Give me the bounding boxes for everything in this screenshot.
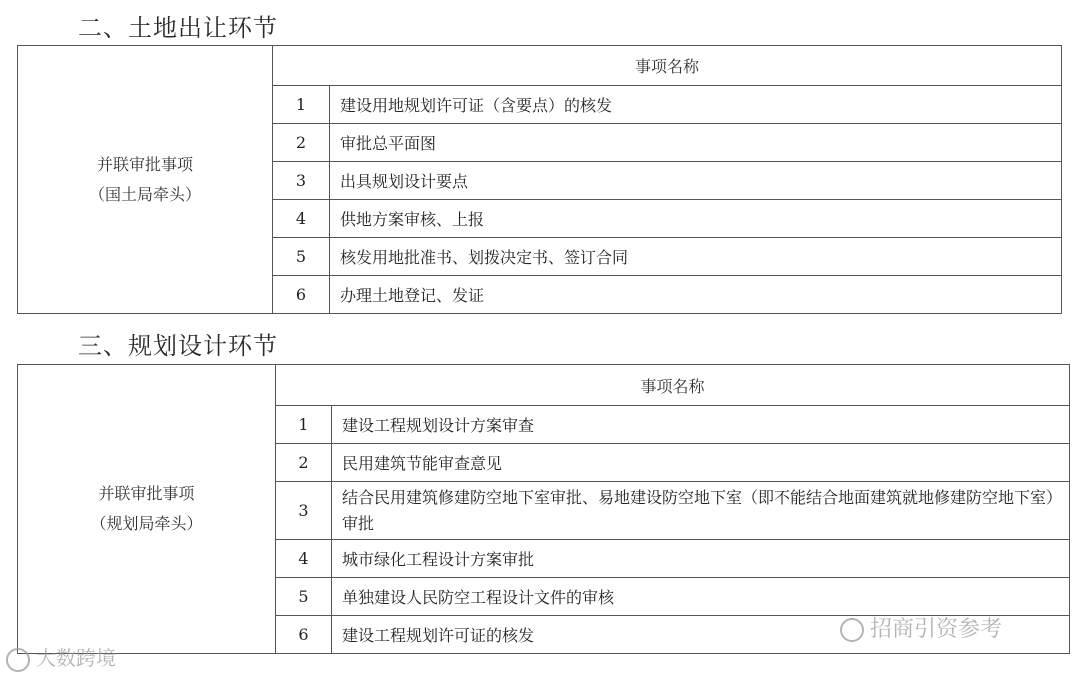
group-label: 并联审批事项 [96, 154, 193, 174]
column-header: 事项名称 [273, 46, 1062, 86]
row-item: 办理土地登记、发证 [330, 276, 1062, 314]
row-number: 6 [276, 616, 332, 654]
row-number: 1 [276, 406, 332, 444]
group-sub: （规划局牵头） [90, 514, 203, 533]
row-number: 4 [273, 200, 330, 238]
section3-table [17, 364, 1070, 654]
row-number: 5 [273, 238, 330, 276]
group-cell [18, 46, 273, 314]
group-sub: （国土局牵头） [88, 184, 201, 204]
row-item: 城市绿化工程设计方案审批 [332, 540, 1070, 578]
brand-icon [6, 648, 30, 672]
row-number: 4 [276, 540, 332, 578]
row-number: 6 [273, 276, 330, 314]
row-item: 审批总平面图 [330, 124, 1062, 162]
section2-table [17, 45, 1062, 314]
group-cell [18, 365, 276, 654]
group-label: 并联审批事项 [98, 484, 195, 503]
row-item: 建设工程规划许可证的核发 [332, 616, 1070, 654]
watermark-left [6, 642, 116, 672]
row-item: 建设工程规划设计方案审查 [332, 406, 1070, 444]
watermark-right-text: 招商引资参考 [870, 617, 1003, 642]
row-number: 1 [273, 86, 330, 124]
row-item: 核发用地批准书、划拨决定书、签订合同 [330, 238, 1062, 276]
wechat-icon [840, 618, 864, 642]
row-item: 供地方案审核、上报 [330, 200, 1062, 238]
row-item: 民用建筑节能审查意见 [332, 444, 1070, 482]
row-number: 3 [276, 482, 332, 540]
watermark-left-text: 大数跨境 [36, 646, 116, 670]
row-item: 出具规划设计要点 [330, 162, 1062, 200]
row-item: 结合民用建筑修建防空地下室审批、易地建设防空地下室（即不能结合地面建筑就地修建防空地下室）审批 [332, 482, 1070, 540]
row-item: 单独建设人民防空工程设计文件的审核 [332, 578, 1070, 616]
row-number: 2 [276, 444, 332, 482]
row-item: 建设用地规划许可证（含要点）的核发 [330, 86, 1062, 124]
section2-title: 二、土地出让环节 [78, 14, 278, 42]
watermark-right [840, 612, 1002, 643]
section3-title: 三、规划设计环节 [78, 332, 278, 360]
row-number: 2 [273, 124, 330, 162]
row-number: 3 [273, 162, 330, 200]
row-number: 5 [276, 578, 332, 616]
column-header: 事项名称 [276, 365, 1070, 406]
